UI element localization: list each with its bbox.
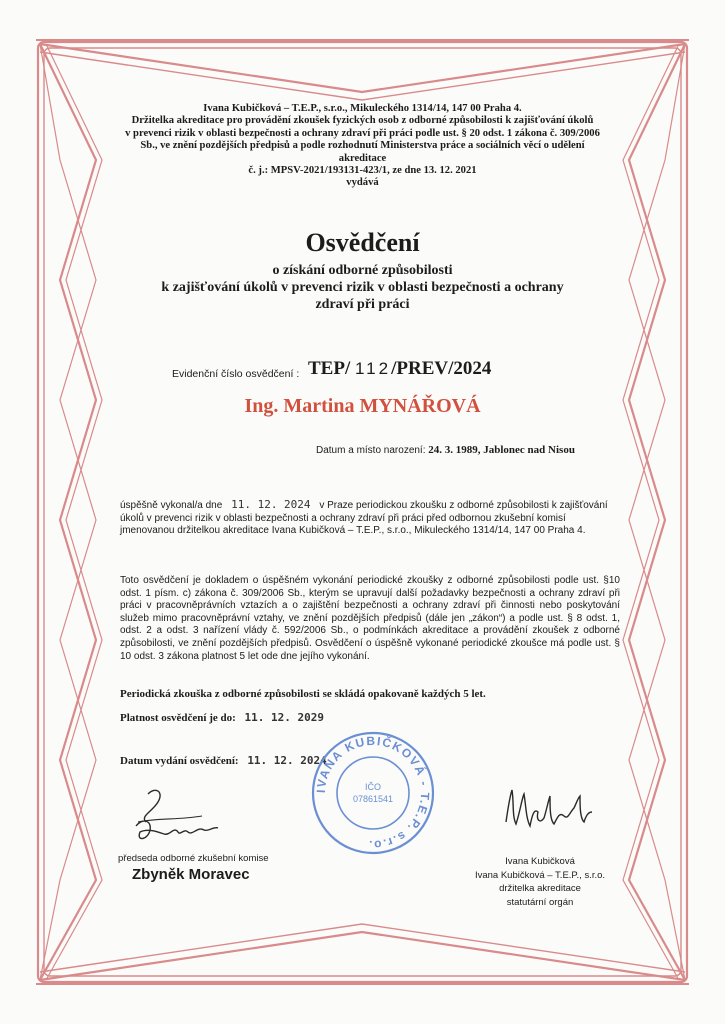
accreditation-holder-block — [460, 855, 620, 909]
committee-chair-role: předseda odborné zkušební komise — [118, 853, 269, 864]
holder-signature-line: Ivana Kubičková – T.E.P., s.r.o. — [474, 869, 606, 881]
validity-value: 11. 12. 2029 — [244, 711, 325, 724]
issuer-line: Držitelka akreditace pro provádění zkoušek fyzických osob z odborné způsobilosti k zajišťování úkolů — [131, 115, 594, 127]
holder-signature-line: držitelka akreditace — [499, 883, 581, 894]
issuer-line: č. j.: MPSV-2021/193131-423/1, ze dne 13. 12. 2021 — [248, 165, 477, 177]
stamp-ico-value: 07861541 — [352, 794, 394, 804]
left-signature — [118, 782, 228, 848]
issuer-line: akreditace — [338, 152, 387, 164]
holder-name: Ing. Martina MYNÁŘOVÁ — [244, 395, 481, 417]
issue-date-row — [120, 754, 333, 767]
stamp-ico-label: IČO — [364, 782, 382, 792]
exam-paragraph — [120, 499, 620, 538]
exam-date: 11. 12. 2024 — [231, 498, 311, 511]
legal-paragraph: Toto osvědčení je dokladem o úspěšném vykonání periodické zkoušky z odborné způsobilosti podle ust. §10 odst. 1 písm. c) zákona č. 309/2006 Sb., kterým se upravují další požadavky bezpečnosti a ochrany zdraví při práci v pracovněprávních vztazích a o zajištění bezpečnosti a ochrany zdraví při činnosti nebo poskytování služeb mimo pracovněprávní vztahy, ve znění pozdějších předpisů (dále jen „zákon“) a podle ust. § 8 odst. 1, odst. 2 a odst. 3 nařízení vlády č. 592/2006 Sb., o podmínkách akreditace a provádění zkoušek z odborné způsobilosti, ve znění pozdějších předpisů. Osvědčení o úspěšně vykonané periodické zkoušce má podle ust. § 10 odst. 3 zákona platnost 5 let ode dne jejího vykonání. — [120, 575, 620, 662]
validity-row — [120, 711, 330, 724]
round-stamp — [308, 728, 438, 858]
issuer-block — [90, 103, 635, 190]
holder-signature-line: Ivana Kubičková — [505, 856, 575, 867]
issuer-line: v prevenci rizik v oblasti bezpečnosti a ochrany zdraví při práci podle ust. § 20 odst. 1 zákona č. 309/2006 — [125, 127, 600, 139]
subtitle-line: o získání odborné způsobilosti — [272, 263, 453, 278]
certificate-number-label: Evidenční číslo osvědčení : — [172, 368, 300, 380]
validity-label: Platnost osvědčení je do: — [120, 712, 236, 724]
committee-chair-name: Zbyněk Moravec — [132, 866, 250, 883]
certificate-number-prefix: TEP/ — [308, 358, 351, 379]
right-signature — [498, 782, 598, 844]
periodic-note: Periodická zkouška z odborné způsobilosti se skládá opakovaně každých 5 let. — [120, 688, 486, 700]
certificate-subtitle — [90, 262, 635, 313]
certificate-number — [308, 358, 491, 380]
holder-signature-line: statutární orgán — [506, 896, 574, 908]
exam-text: v Praze periodickou zkoušku z odborné způsobilosti k zajišťování úkolů v prevenci rizik v oblasti bezpečnosti a ochrany zdraví při práci před odbornou zkušební komisí jmenovanou držitelkou akreditace Ivana Kubičková – T.E.P., s.r.o., Mikuleckého 1314/14, 147 00 Praha 4. — [120, 500, 608, 537]
stamp-ring-text: IVANA KUBIČKOVÁ - T.E.P. s.r.o. — [313, 733, 433, 853]
exam-prefix: úspěšně vykonal/a dne — [120, 500, 223, 511]
issuer-line: Sb., ve znění pozdějších předpisů a podle rozhodnutí Ministerstva práce a sociálních věcí o udělení — [140, 140, 585, 152]
birth-label: Datum a místo narození: — [316, 445, 426, 456]
certificate-title: Osvědčení — [305, 228, 420, 257]
certificate-number-value: 112 — [354, 359, 392, 378]
birth-info — [316, 444, 575, 456]
birth-value: 24. 3. 1989, Jablonec nad Nisou — [428, 444, 575, 456]
issue-date-label: Datum vydání osvědčení: — [120, 755, 239, 767]
issue-date-value: 11. 12. 2024 — [247, 754, 327, 767]
issuer-line: Ivana Kubičková – T.E.P., s.r.o., Mikuleckého 1314/14, 147 00 Praha 4. — [203, 103, 522, 114]
subtitle-line: zdraví při práci — [315, 297, 410, 312]
issuer-line: vydává — [346, 177, 379, 189]
subtitle-line: k zajišťování úkolů v prevenci rizik v oblasti bezpečnosti a ochrany — [161, 280, 564, 295]
certificate-number-suffix: /PREV/2024 — [391, 358, 492, 379]
